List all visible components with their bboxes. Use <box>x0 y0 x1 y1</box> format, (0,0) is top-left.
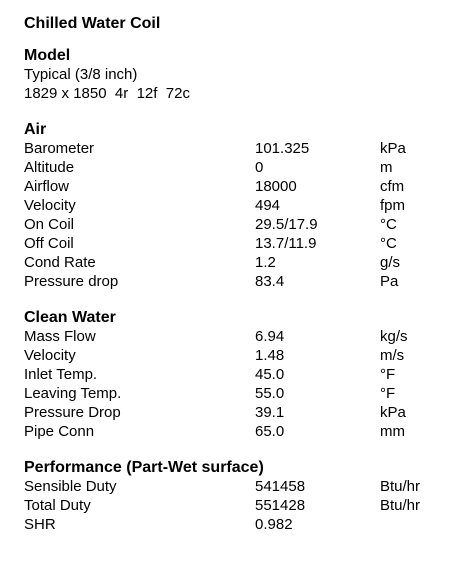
row-unit: °F <box>380 385 396 402</box>
air-section <box>24 120 434 291</box>
row-label: Sensible Duty <box>24 478 117 495</box>
row-label: Leaving Temp. <box>24 385 122 402</box>
row-label: Off Coil <box>24 235 74 252</box>
row-label: Airflow <box>24 178 70 195</box>
row-unit: m <box>380 159 393 176</box>
air-row-altitude <box>24 158 434 177</box>
row-unit: Btu/hr <box>380 497 421 514</box>
row-unit: Btu/hr <box>380 478 421 495</box>
row-value: 13.7/11.9 <box>255 235 317 252</box>
air-row-airflow <box>24 177 434 196</box>
model-section <box>24 46 434 103</box>
report-title: Chilled Water Coil <box>24 15 161 32</box>
row-value: 541458 <box>255 478 306 495</box>
row-value: 18000 <box>255 178 297 195</box>
row-value: 83.4 <box>255 273 285 290</box>
water-row-inlet-temp <box>24 365 434 384</box>
air-row-velocity <box>24 196 434 215</box>
performance-section <box>24 458 434 534</box>
row-label: Pressure Drop <box>24 404 121 421</box>
row-unit: m/s <box>380 347 405 364</box>
air-heading: Air <box>24 121 47 138</box>
row-value: 101.325 <box>255 140 310 157</box>
row-label: Barometer <box>24 140 95 157</box>
row-label: Mass Flow <box>24 328 96 345</box>
row-value: 6.94 <box>255 328 285 345</box>
row-value: 55.0 <box>255 385 285 402</box>
row-label: Altitude <box>24 159 75 176</box>
row-label: Cond Rate <box>24 254 96 271</box>
row-value: 0 <box>255 159 264 176</box>
air-row-off-coil <box>24 234 434 253</box>
air-row-on-coil <box>24 215 434 234</box>
row-value: 45.0 <box>255 366 285 383</box>
row-unit: kg/s <box>380 328 408 345</box>
row-label: Total Duty <box>24 497 91 514</box>
row-label: SHR <box>24 516 56 533</box>
perf-row-shr <box>24 515 434 534</box>
row-value: 1.48 <box>255 347 285 364</box>
row-unit: kPa <box>380 140 406 157</box>
air-row-cond-rate <box>24 253 434 272</box>
model-dimensions: 1829 x 1850 4r 12f 72c <box>24 85 190 102</box>
coil-report <box>24 14 434 551</box>
row-label: Velocity <box>24 197 76 214</box>
water-row-velocity <box>24 346 434 365</box>
row-value: 65.0 <box>255 423 285 440</box>
water-row-mass-flow <box>24 327 434 346</box>
water-row-pipe-conn <box>24 422 434 441</box>
row-unit: °C <box>380 216 397 233</box>
row-value: 39.1 <box>255 404 285 421</box>
air-row-pressure-drop <box>24 272 434 291</box>
air-row-barometer <box>24 139 434 158</box>
perf-row-total-duty <box>24 496 434 515</box>
water-row-pressure-drop <box>24 403 434 422</box>
row-value: 494 <box>255 197 281 214</box>
row-label: Pipe Conn <box>24 423 95 440</box>
row-unit: °F <box>380 366 396 383</box>
perf-row-sensible-duty <box>24 477 434 496</box>
model-type: Typical (3/8 inch) <box>24 66 138 83</box>
row-value: 1.2 <box>255 254 276 271</box>
row-value: 29.5/17.9 <box>255 216 318 233</box>
row-value: 0.982 <box>255 516 293 533</box>
row-label: Pressure drop <box>24 273 119 290</box>
row-label: Inlet Temp. <box>24 366 98 383</box>
row-label: Velocity <box>24 347 76 364</box>
row-unit: °C <box>380 235 397 252</box>
model-heading: Model <box>24 47 71 64</box>
row-label: On Coil <box>24 216 75 233</box>
row-unit: g/s <box>380 254 401 271</box>
row-value: 551428 <box>255 497 306 514</box>
performance-heading: Performance (Part-Wet surface) <box>24 459 264 476</box>
row-unit: Pa <box>380 273 399 290</box>
row-unit: mm <box>380 423 405 440</box>
row-unit: kPa <box>380 404 406 421</box>
water-row-leaving-temp <box>24 384 434 403</box>
clean-water-heading: Clean Water <box>24 309 116 326</box>
row-unit: fpm <box>380 197 406 214</box>
clean-water-section <box>24 308 434 441</box>
row-unit: cfm <box>380 178 405 195</box>
